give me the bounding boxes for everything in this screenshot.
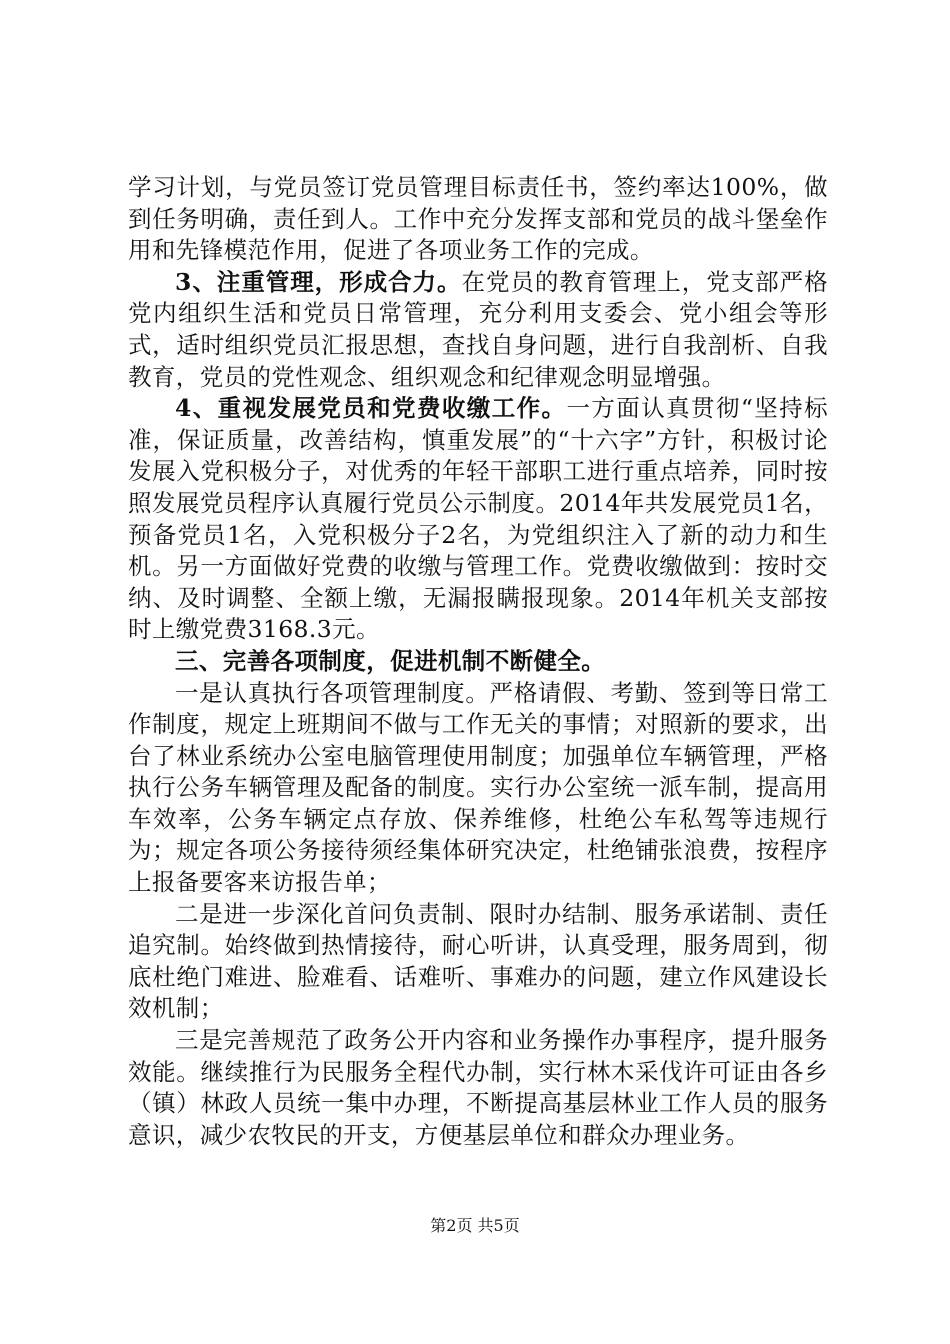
paragraph-2-lead: 3、注重管理，形成合力。 [175, 267, 462, 296]
section-heading-3-text: 三、完善各项制度，促进机制不断健全。 [175, 646, 606, 675]
paragraph-7-text: 三是完善规范了政务公开内容和业务操作办事程序，提升服务效能。继续推行为民服务全程代办制，实行林木采伐许可证由各乡（镇）林政人员统一集中办理，不断提高基层林业工作人员的服务意识，减少农牧民的开支，方便基层单位和群众办理业务。 [128, 1026, 828, 1149]
section-heading-3 [128, 646, 828, 678]
paragraph-6-text: 二是进一步深化首问负责制、限时办结制、服务承诺制、责任追究制。始终做到热情接待，耐心听讲，认真受理，服务周到，彻底杜绝门难进、脸难看、话难听、事难办的问题，建立作风建设长效机制； [128, 899, 828, 1023]
paragraph-6 [128, 899, 828, 1025]
paragraph-2-text: 在党员的教育管理上，党支部严格党内组织生活和党员日常管理，充分利用支委会、党小组会等形式，适时组织党员汇报思想，查找自身问题，进行自我剖析、自我教育，党员的党性观念、组织观念和纪律观念明显增强。 [128, 267, 829, 391]
paragraph-7 [128, 1025, 828, 1151]
paragraph-1-text: 学习计划，与党员签订党员管理目标责任书，签约率达100%，做到任务明确，责任到人。工作中充分发挥支部和党员的战斗堡垒作用和先锋模范作用，促进了各项业务工作的完成。 [128, 173, 828, 265]
paragraph-5-text: 一是认真执行各项管理制度。严格请假、考勤、签到等日常工作制度，规定上班期间不做与工作无关的事情；对照新的要求，出台了林业系统办公室电脑管理使用制度；加强单位车辆管理，严格执行公务车辆管理及配备的制度。实行办公室统一派车制，提高用车效率，公务车辆定点存放、保养维修，杜绝公车私驾等违规行为；规定各项公务接待须经集体研究决定，杜绝铺张浪费，按程序上报备要客来访报告单； [128, 678, 828, 897]
paragraph-3 [128, 393, 828, 646]
page-footer: 第2页 共5页 [430, 1216, 520, 1235]
paragraph-3-text: 一方面认真贯彻“坚持标准，保证质量，改善结构，慎重发展”的“十六字”方针，积极讨论发展入党积极分子，对优秀的年轻干部职工进行重点培养，同时按照发展党员程序认真履行党员公示制度。2014年共发展党员1名，预备党员1名，入党积极分子2名，为党组织注入了新的动力和生机。另一方面做好党费的收缴与管理工作。党费收缴做到：按时交纳、及时调整、全额上缴，无漏报瞒报现象。2014年机关支部按时上缴党费3168.3元。 [128, 394, 828, 644]
document-body [128, 172, 828, 1151]
paragraph-1 [128, 172, 828, 267]
paragraph-3-lead: 4、重视发展党员和党费收缴工作。 [175, 394, 567, 423]
paragraph-5 [128, 678, 828, 899]
paragraph-2 [128, 267, 828, 393]
